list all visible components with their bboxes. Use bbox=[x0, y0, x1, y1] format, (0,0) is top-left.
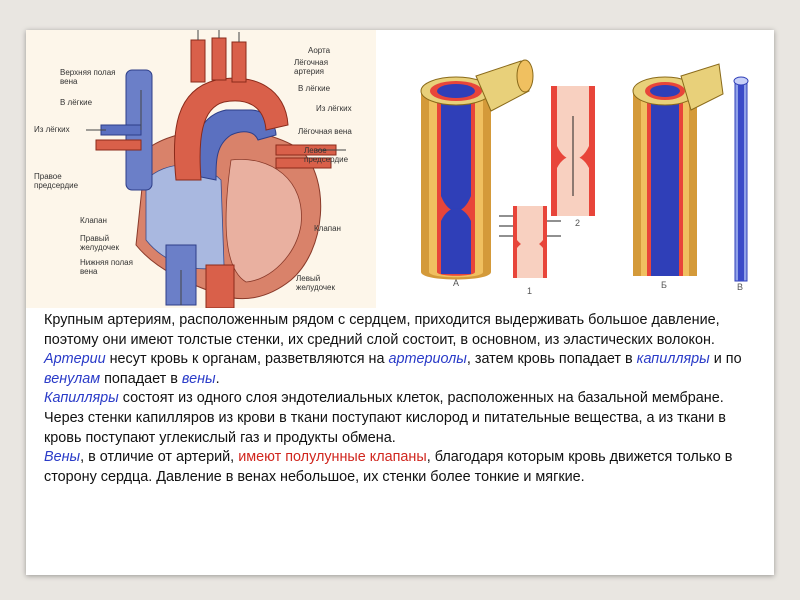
text-segment: , в отличие от артерий, bbox=[80, 449, 239, 466]
label-from-lungs-right: Из лёгких bbox=[316, 104, 352, 113]
highlight-valves: имеют полулунные клапаны bbox=[238, 449, 427, 466]
label-valve-right: Клапан bbox=[314, 224, 341, 233]
keyword-arterioles: артериолы bbox=[388, 351, 467, 368]
label-pulmonary-artery: Лёгочная артерия bbox=[294, 58, 329, 76]
label-to-lungs-left: В лёгкие bbox=[60, 98, 93, 107]
label-a: А bbox=[453, 278, 460, 288]
label-one: 1 bbox=[527, 286, 533, 296]
label-right-ventricle: Правый желудочек bbox=[80, 234, 119, 252]
vessels-illustration bbox=[401, 36, 771, 308]
heart-diagram bbox=[26, 30, 376, 308]
label-left-ventricle: Левый желудочек bbox=[296, 274, 335, 292]
keyword-veins: Вены bbox=[44, 449, 81, 466]
keyword-capillaries: Капилляры bbox=[44, 390, 119, 407]
label-inferior-vena-cava: Нижняя полая вена bbox=[80, 258, 133, 276]
keyword-arteries: Артерии bbox=[44, 351, 106, 368]
label-aorta: Аорта bbox=[308, 46, 331, 55]
body-text bbox=[44, 311, 756, 487]
label-v: В bbox=[737, 282, 744, 292]
text-segment: , благодаря которым кровь движется только в сторону сердца. Давление в венах небольшое, их стенки более тонкие и мягкие. bbox=[44, 449, 733, 485]
keyword-veins: вены bbox=[181, 370, 216, 387]
text-segment: . bbox=[215, 370, 220, 387]
text-segment: и по bbox=[709, 351, 742, 368]
label-b: Б bbox=[661, 280, 667, 290]
label-to-lungs-right: В лёгкие bbox=[298, 84, 331, 93]
paragraph-capillaries bbox=[44, 389, 756, 448]
label-valve-left: Клапан bbox=[80, 216, 107, 225]
vein-valve-2-illustration bbox=[551, 86, 595, 216]
keyword-venules: венулам bbox=[44, 370, 101, 387]
label-pulmonary-vein: Лёгочная вена bbox=[298, 127, 352, 136]
vessels-diagram bbox=[401, 36, 771, 308]
label-left-atrium: Левое предсердие bbox=[304, 146, 349, 164]
keyword-capillaries: капилляры bbox=[636, 351, 710, 368]
label-from-lungs-left: Из лёгких bbox=[34, 125, 70, 134]
label-right-atrium: Правое предсердие bbox=[34, 172, 79, 190]
text-segment: попадает в bbox=[100, 370, 182, 387]
slide bbox=[26, 30, 774, 575]
label-superior-vena-cava: Верхняя полая вена bbox=[60, 68, 116, 86]
text-segment: Крупным артериям, расположенным рядом с сердцем, приходится выдерживать большое давление, поэтому они имеют толстые стенки, их средний слой состоит, в основном, из эластических волокон. bbox=[44, 312, 720, 348]
vein-valve-1-illustration bbox=[499, 206, 561, 278]
vein-illustration bbox=[633, 64, 723, 276]
text-segment: , затем кровь попадает в bbox=[466, 351, 637, 368]
capillary-illustration bbox=[734, 77, 748, 281]
text-segment: состоят из одного слоя эндотелиальных клеток, расположенных на базальной мембране. Через стенки капилляров из крови в ткани поступают кислород и питательные вещества, а из ткани в кровь поступают углекислый газ и продукты обмена. bbox=[44, 390, 726, 446]
text-segment: несут кровь к органам, разветвляются на bbox=[105, 351, 389, 368]
paragraph-arteries bbox=[44, 311, 756, 389]
paragraph-veins bbox=[44, 448, 756, 487]
label-two: 2 bbox=[575, 218, 581, 228]
